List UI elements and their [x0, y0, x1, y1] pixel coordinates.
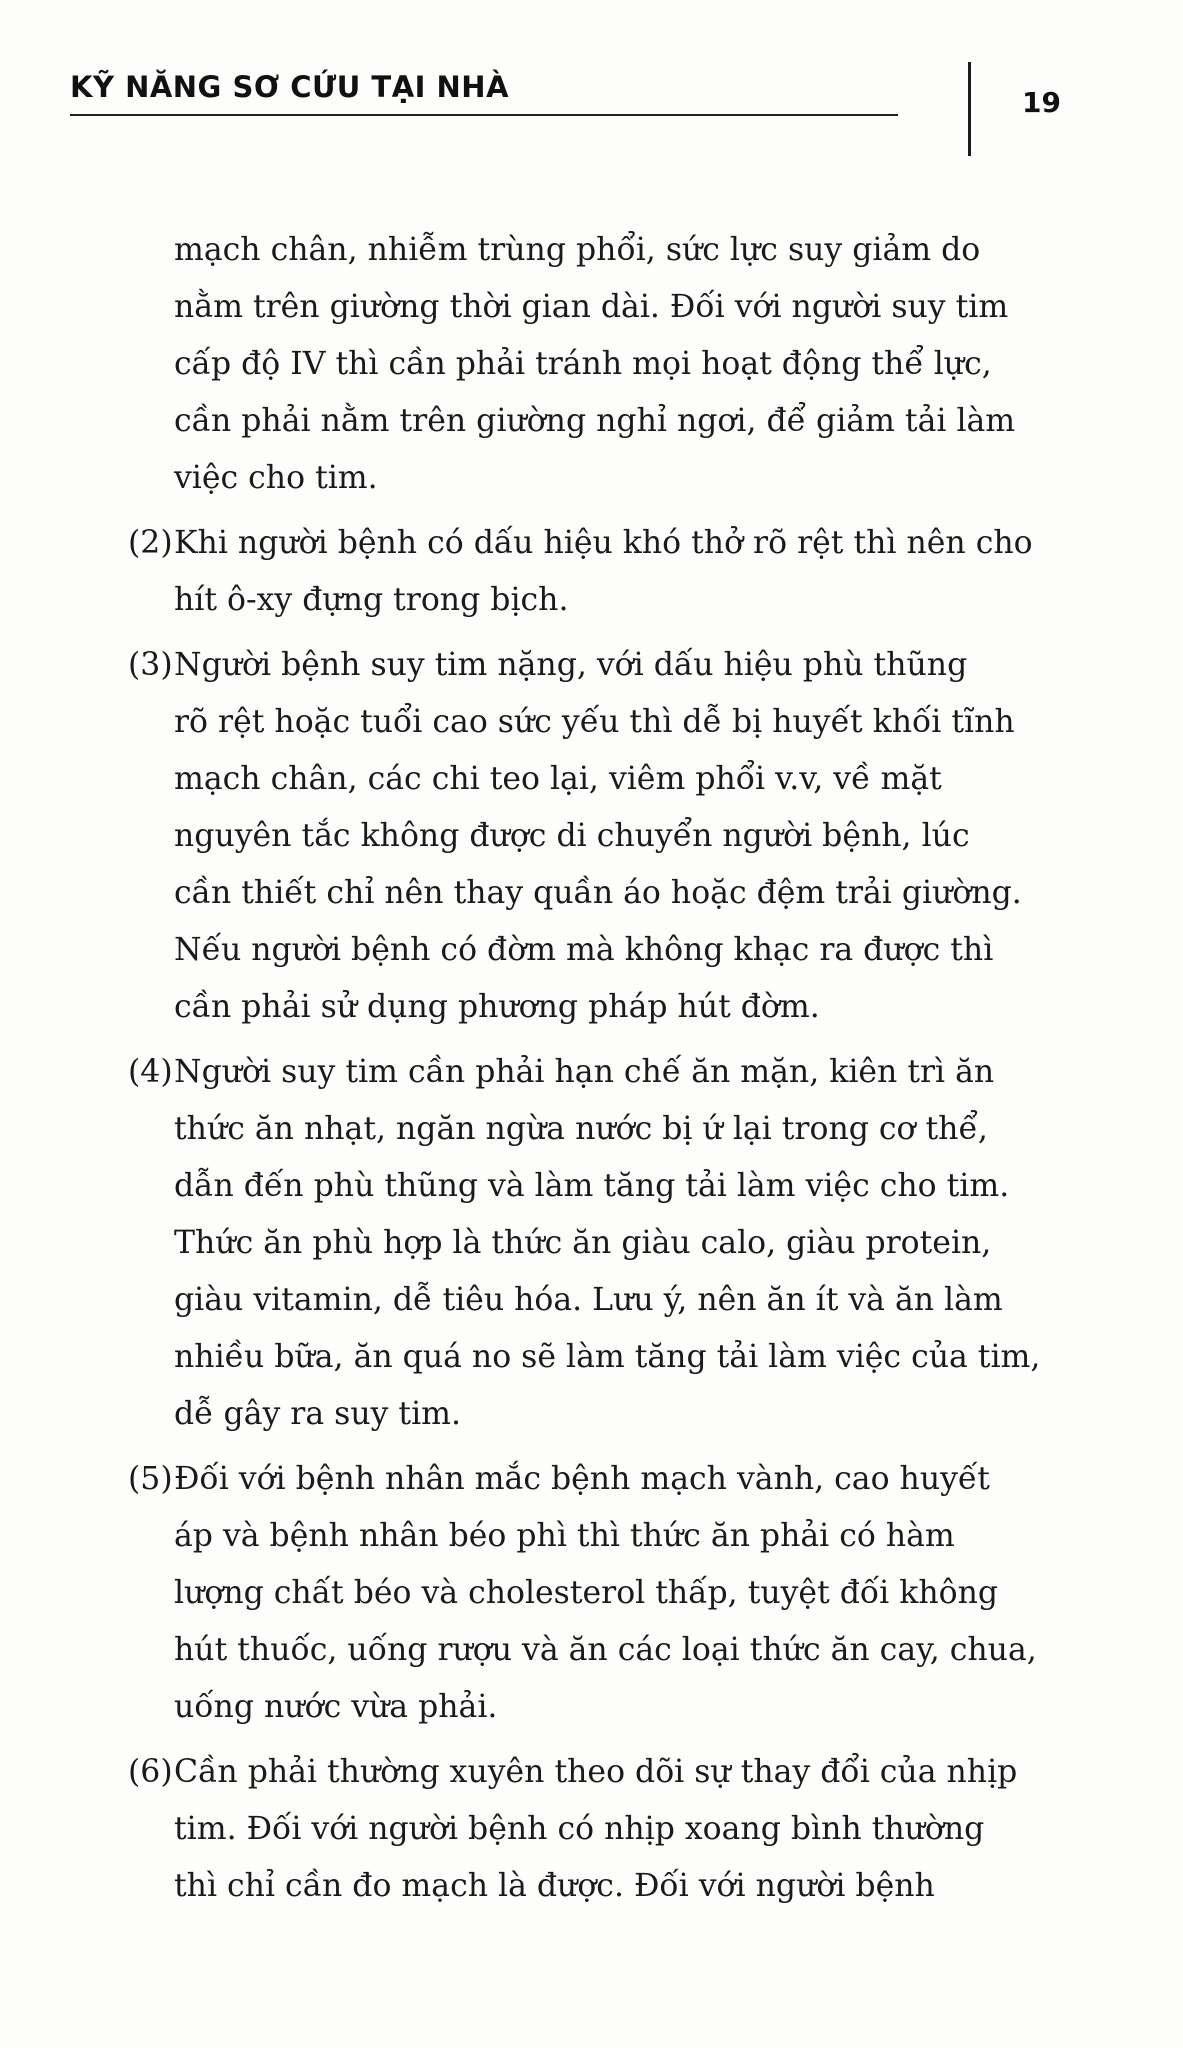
text-line: nằm trên giường thời gian dài. Đối với người suy tim — [174, 289, 1009, 325]
text-line: hút thuốc, uống rượu và ăn các loại thức ăn cay, chua, — [174, 1632, 1037, 1668]
text-line: Cần phải thường xuyên theo dõi sự thay đổi của nhịp — [174, 1754, 1018, 1790]
text-line: lượng chất béo và cholesterol thấp, tuyệt đối không — [174, 1575, 999, 1611]
running-title: KỸ NĂNG SƠ CỨU TẠI NHÀ — [70, 70, 510, 104]
text-line: Người bệnh suy tim nặng, với dấu hiệu phù thũng — [174, 647, 968, 683]
header-rule — [70, 114, 898, 116]
text-line: cần thiết chỉ nên thay quần áo hoặc đệm trải giường. — [174, 875, 1022, 911]
text-line: nguyên tắc không được di chuyển người bệnh, lúc — [174, 818, 970, 854]
text-line: dễ gây ra suy tim. — [174, 1396, 462, 1432]
body-text — [128, 222, 1068, 1915]
text-line: việc cho tim. — [174, 460, 378, 496]
text-line: mạch chân, các chi teo lại, viêm phổi v.v, về mặt — [174, 761, 942, 797]
text-line: mạch chân, nhiễm trùng phổi, sức lực suy giảm do — [174, 232, 981, 268]
item-number: (2) — [128, 525, 173, 561]
text-line: hít ô-xy đựng trong bịch. — [174, 582, 569, 618]
text-line: Thức ăn phù hợp là thức ăn giàu calo, giàu protein, — [174, 1225, 992, 1261]
text-line: thì chỉ cần đo mạch là được. Đối với người bệnh — [174, 1868, 935, 1904]
item-number: (6) — [128, 1754, 173, 1790]
list-item-3 — [128, 637, 1068, 1036]
text-line: rõ rệt hoặc tuổi cao sức yếu thì dễ bị huyết khối tĩnh — [174, 704, 1015, 740]
list-item-4 — [128, 1044, 1068, 1443]
text-line: cần phải sử dụng phương pháp hút đờm. — [174, 989, 820, 1025]
list-item-5 — [128, 1451, 1068, 1736]
text-line: giàu vitamin, dễ tiêu hóa. Lưu ý, nên ăn ít và ăn làm — [174, 1282, 1003, 1318]
header-vertical-bar — [968, 62, 971, 156]
text-line: tim. Đối với người bệnh có nhịp xoang bình thường — [174, 1811, 985, 1847]
text-line: Nếu người bệnh có đờm mà không khạc ra được thì — [174, 932, 994, 968]
text-line: thức ăn nhạt, ngăn ngừa nước bị ứ lại trong cơ thể, — [174, 1111, 988, 1147]
page-number: 19 — [1022, 86, 1061, 119]
item-number: (5) — [128, 1461, 173, 1497]
text-line: Khi người bệnh có dấu hiệu khó thở rõ rệt thì nên cho — [174, 525, 1033, 561]
text-line: dẫn đến phù thũng và làm tăng tải làm việc cho tim. — [174, 1168, 1010, 1204]
text-line: Người suy tim cần phải hạn chế ăn mặn, kiên trì ăn — [174, 1054, 995, 1090]
text-line: Đối với bệnh nhân mắc bệnh mạch vành, cao huyết — [174, 1461, 990, 1497]
text-line: cần phải nằm trên giường nghỉ ngơi, để giảm tải làm — [174, 403, 1016, 439]
list-item-2 — [128, 515, 1068, 629]
text-line: uống nước vừa phải. — [174, 1689, 498, 1725]
intro-paragraph — [128, 222, 1068, 507]
list-item-6 — [128, 1744, 1068, 1915]
text-line: cấp độ IV thì cần phải tránh mọi hoạt động thể lực, — [174, 346, 992, 382]
item-number: (4) — [128, 1054, 173, 1090]
text-line: áp và bệnh nhân béo phì thì thức ăn phải có hàm — [174, 1518, 955, 1554]
item-number: (3) — [128, 647, 173, 683]
text-line: nhiều bữa, ăn quá no sẽ làm tăng tải làm việc của tim, — [174, 1339, 1041, 1375]
